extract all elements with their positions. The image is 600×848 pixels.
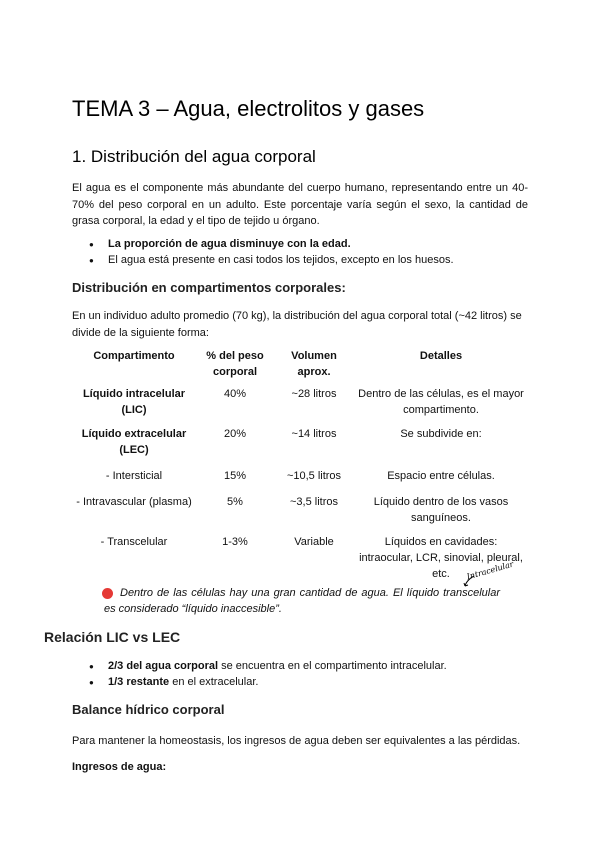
table-row	[72, 426, 528, 468]
cell-compartment: - Transcelular	[100, 536, 168, 548]
ingresos-label: Ingresos de agua:	[72, 761, 167, 773]
cell-details: Líquido dentro de los vasos sanguíneos.	[373, 496, 509, 524]
cell-volume: ~28 litros	[291, 388, 337, 400]
bullet-text: en el extracelular.	[169, 675, 259, 688]
col-header-detalles: Detalles	[419, 350, 463, 362]
col-header-compartimento: Compartimento	[93, 350, 175, 362]
bullet-bold: 2/3 del agua corporal	[108, 660, 219, 672]
table-row	[72, 468, 528, 494]
cell-volume: Variable	[294, 536, 334, 548]
section-heading-distribution: 1. Distribución del agua corporal	[72, 147, 316, 166]
col-header-volumen: Volumen aprox.	[291, 350, 337, 378]
cell-compartment: Líquido intracelular (LIC)	[82, 388, 186, 416]
cell-details: Líquidos en cavidades: intraocular, LCR, sinovial, pleural, etc.	[359, 536, 523, 580]
relation-heading: Relación LIC vs LEC	[44, 629, 181, 645]
relation-bullet-list	[72, 659, 528, 690]
list-item: ● La proporción de agua disminuye con la edad.	[72, 237, 528, 253]
compartments-heading: Distribución en compartimentos corporales:	[72, 280, 346, 295]
balance-text: Para mantener la homeostasis, los ingresos de agua deben ser equivalentes a las pérdidas.	[72, 735, 521, 747]
cell-percent: 1-3%	[222, 536, 248, 548]
cell-percent: 15%	[223, 470, 247, 482]
list-item	[72, 675, 528, 691]
cell-details: Se subdivide en:	[400, 428, 482, 440]
bullet-bold: 1/3 restante	[108, 675, 170, 688]
bullet-text: se encuentra en el compartimento intracelular.	[218, 660, 447, 672]
col-header-peso: % del peso corporal	[206, 350, 264, 378]
table-row	[72, 494, 528, 534]
cell-compartment: Líquido extracelular (LEC)	[81, 428, 187, 456]
table-header-row	[72, 348, 528, 386]
age-bullet-list	[72, 237, 528, 268]
cell-percent: 20%	[223, 428, 247, 440]
cell-volume: ~14 litros	[291, 428, 337, 440]
handwritten-annotation: Intracelular	[465, 559, 515, 582]
table-row	[72, 534, 528, 582]
cell-compartment: - Intersticial	[105, 470, 163, 482]
compartments-table	[72, 348, 528, 582]
cell-details: Dentro de las células, es el mayor compartimento.	[358, 388, 524, 416]
cell-compartment: - Intravascular (plasma)	[76, 496, 192, 508]
cell-percent: 40%	[223, 388, 247, 400]
cell-details: Espacio entre células.	[387, 470, 495, 482]
cell-volume: ~3,5 litros	[290, 496, 338, 508]
cell-percent: 5%	[227, 496, 243, 508]
balance-heading: Balance hídrico corporal	[72, 702, 225, 717]
table-row	[72, 386, 528, 426]
list-item	[72, 659, 528, 675]
note-text: Dentro de las células hay una gran cantidad de agua. El líquido transcelular es considerado “líquido inaccesible”.	[104, 587, 500, 615]
cell-volume: ~10,5 litros	[286, 470, 342, 482]
compartments-intro: En un individuo adulto promedio (70 kg), la distribución del agua corporal total (~42 litros) se divide de la siguiente forma:	[72, 310, 522, 339]
page-title: TEMA 3 – Agua, electrolitos y gases	[72, 96, 425, 121]
list-item: ● El agua está presente en casi todos los tejidos, excepto en los huesos.	[72, 253, 528, 269]
intro-paragraph: El agua es el componente más abundante del cuerpo humano, representando entre un 40-70% del peso corporal en un adulto. Este porcentaje varía según el sexo, la cantidad de grasa corporal, la edad y el tipo de tejido u órgano.	[72, 182, 528, 227]
